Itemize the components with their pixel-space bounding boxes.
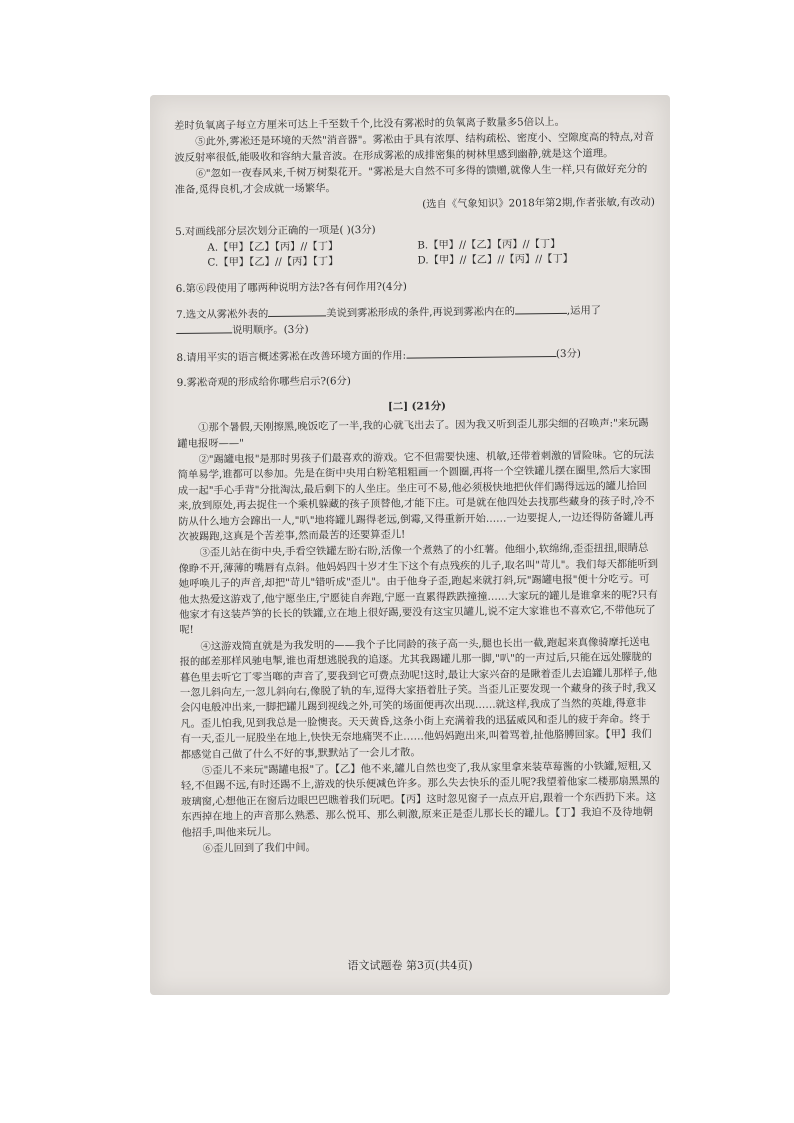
story-paragraph: ②"踢罐电报"是那时男孩子们最喜欢的游戏。它不但需要快速、机敏,还带着刺激的冒险味。它的玩法简单易学,谁都可以参加。先是在街中央用白粉笔粗粗画一个圆圈,再将一个空铁罐儿摆在圈里,然后大家围成一起"手心手背"分批淘汰,最后剩下的人坐庄。坐庄可不易,他必须极快地把伙伴们踢得远远的罐儿拾回来,放到原处,再去捉住一个乘机躲藏的孩子顶替他,才能下庄。可是就在他四处去找那些藏身的孩子时,冷不防从什么地方会蹿出一人,"叭"地将罐儿踢得老远,倒霉,又得重新开始……一边要捉人,一边还得防备罐儿再次被踢跑,这真是个苦差事,然而最苦的还要算歪儿! <box>177 448 655 543</box>
answer-blank[interactable] <box>176 323 232 335</box>
question-8-score: (3分) <box>555 347 581 360</box>
exam-content <box>174 114 662 858</box>
question-9: 9.雾凇奇观的形成给你哪些启示?(6分) <box>176 375 351 390</box>
section-2-title: [二] (21分) <box>387 399 447 413</box>
exam-sheet <box>150 95 670 995</box>
story-paragraph: ④这游戏简直就是为我发明的——我个子比同龄的孩子高一头,腿也长出一截,跑起来真像骑摩托送电报的邮差那样风驰电掣,谁也甭想逃脱我的追逐。尤其我踢罐儿那一脚,"叭"的一声过后,只能在远处朦胧的暮色里去听它丁零当啷的声音了,要我到它可费点劲呢!这时,最让大家兴奋的是瞅着歪儿去追罐儿那样子,他一忽儿斜向左,一忽儿斜向右,像脱了轨的车,逗得大家捂着肚子笑。当歪儿正要发现一个藏身的孩子时,我又会闪电般冲出来,一脚把罐儿踢到视线之外,可笑的场面便再次出现……就这样,我成了当然的英雄,得意非凡。歪儿怕我,见到我总是一脸懊丧。天天黄昏,这条小街上充满着我的迅猛威风和歪儿的疲于奔命。终于有一天,歪儿一屁股坐在地上,快快无奈地痛哭不止……他妈妈跑出来,叫着骂着,扯他胳膊回家。【甲】我们都感觉自己做了什么不好的事,默默站了一会儿才散。 <box>179 635 658 761</box>
question-7-part-a: 7.选文从雾凇外表的 <box>175 308 269 322</box>
question-7-part-d: 说明顺序。(3分) <box>232 324 309 337</box>
question-7 <box>176 302 656 340</box>
story-paragraph: ③歪儿站在街中央,手看空铁罐左盼右盼,活像一个煮熟了的小红薯。他细小,软绵绵,歪歪扭扭,眼睛总像睁不开,薄薄的嘴唇有点斜。他妈妈四十岁才生下这个有点残疾的儿子,取名叫"苛儿"。我们每天都能听到她呼唤儿子的声音,却把"苛儿"错听成"歪儿"。由于他身子歪,跑起来就打斜,玩"踢罐电报"便十分吃亏。可他太热爱这游戏了,他宁愿坐庄,宁愿徒自奔跑,宁愿一直累得跌跌撞撞……大家玩的罐儿是谁拿来的呢?只有他家才有这装芦笋的长长的铁罐,立在地上很好踢,要没有这宝贝罐儿,说不定大家谁也不喜欢它,不带他玩了呢! <box>178 542 659 637</box>
answer-blank[interactable] <box>515 303 567 315</box>
story-paragraph: ⑤歪儿不来玩"踢罐电报"了。【乙】他不来,罐儿自然也变了,我从家里拿来装草莓酱的小铁罐,短粗,又轻,不但踢不远,有时还踢不上,游戏的快乐便减色许多。那么失去快乐的歪儿呢?我望着他家二楼那扇黑黑的玻璃窗,心想他正在窗后边眼巴巴瞧着我们玩吧。【丙】这时忽见窗子一点点开启,跟着一个东西扔下来。这东西掉在地上的声音那么熟悉、那么悦耳、那么刺激,原来正是歪儿那长长的罐儿。【丁】我迫不及待地朝他招手,叫他来玩儿。 <box>180 760 660 839</box>
question-8-stem: 8.请用平实的语言概述雾凇在改善环境方面的作用: <box>176 349 407 364</box>
question-5 <box>175 220 655 271</box>
question-8 <box>176 345 656 366</box>
story-paragraph: ①那个暑假,天刚擦黑,晚饭吃了一半,我的心就飞出去了。因为我又听到歪儿那尖细的召唤声:"来玩踢罐电报呀——" <box>177 417 649 450</box>
page-footer: 语文试题卷 第3页(共4页) <box>347 959 473 972</box>
option-d[interactable]: D.【甲】//【乙】//【丙】//【丁】 <box>417 253 574 267</box>
option-a[interactable]: A.【甲】【乙】【丙】//【丁】 <box>207 240 339 254</box>
source-note: (选自《气象知识》2018年第2期,作者张敏,有改动) <box>422 196 655 211</box>
question-5-stem: 5.对画线部分层次划分正确的一项是( )(3分) <box>175 224 376 239</box>
passage-paragraph: ⑤此外,雾凇还是环境的天然"消音器"。雾凇由于具有浓厚、结构疏松、密度小、空隙度高的特点,对音波反射率很低,能吸收和容纳大量音波。在形成雾凇的成排密集的树林里感到幽静,就是这个道理。 <box>174 131 655 164</box>
option-c[interactable]: C.【甲】【乙】//【丙】【丁】 <box>207 255 339 269</box>
option-b[interactable]: B.【甲】//【乙】【丙】//【丁】 <box>417 237 561 252</box>
question-5-options <box>207 236 627 271</box>
passage-paragraph: ⑥"忽如一夜春风来,千树万树梨花开。"雾凇是大自然不可多得的馈赠,就像人生一样,只有做好充分的准备,觅得良机,才会成就一场繁华。 <box>174 163 648 196</box>
passage-text: 差时负氧离子每立方厘米可达上千至数千个,比没有雾凇时的负氧离子数量多5倍以上。 <box>174 115 565 132</box>
question-7-part-b: 美说到雾凇形成的条件,再说到雾凇内在的 <box>326 305 515 320</box>
question-6: 6.第⑥段使用了哪两种说明方法?各有何作用?(4分) <box>175 280 407 295</box>
story-paragraph: ⑥歪儿回到了我们中间。 <box>202 841 316 855</box>
answer-blank[interactable] <box>268 305 326 317</box>
question-7-part-c: ,运用了 <box>566 304 602 317</box>
answer-blank[interactable] <box>406 346 556 359</box>
